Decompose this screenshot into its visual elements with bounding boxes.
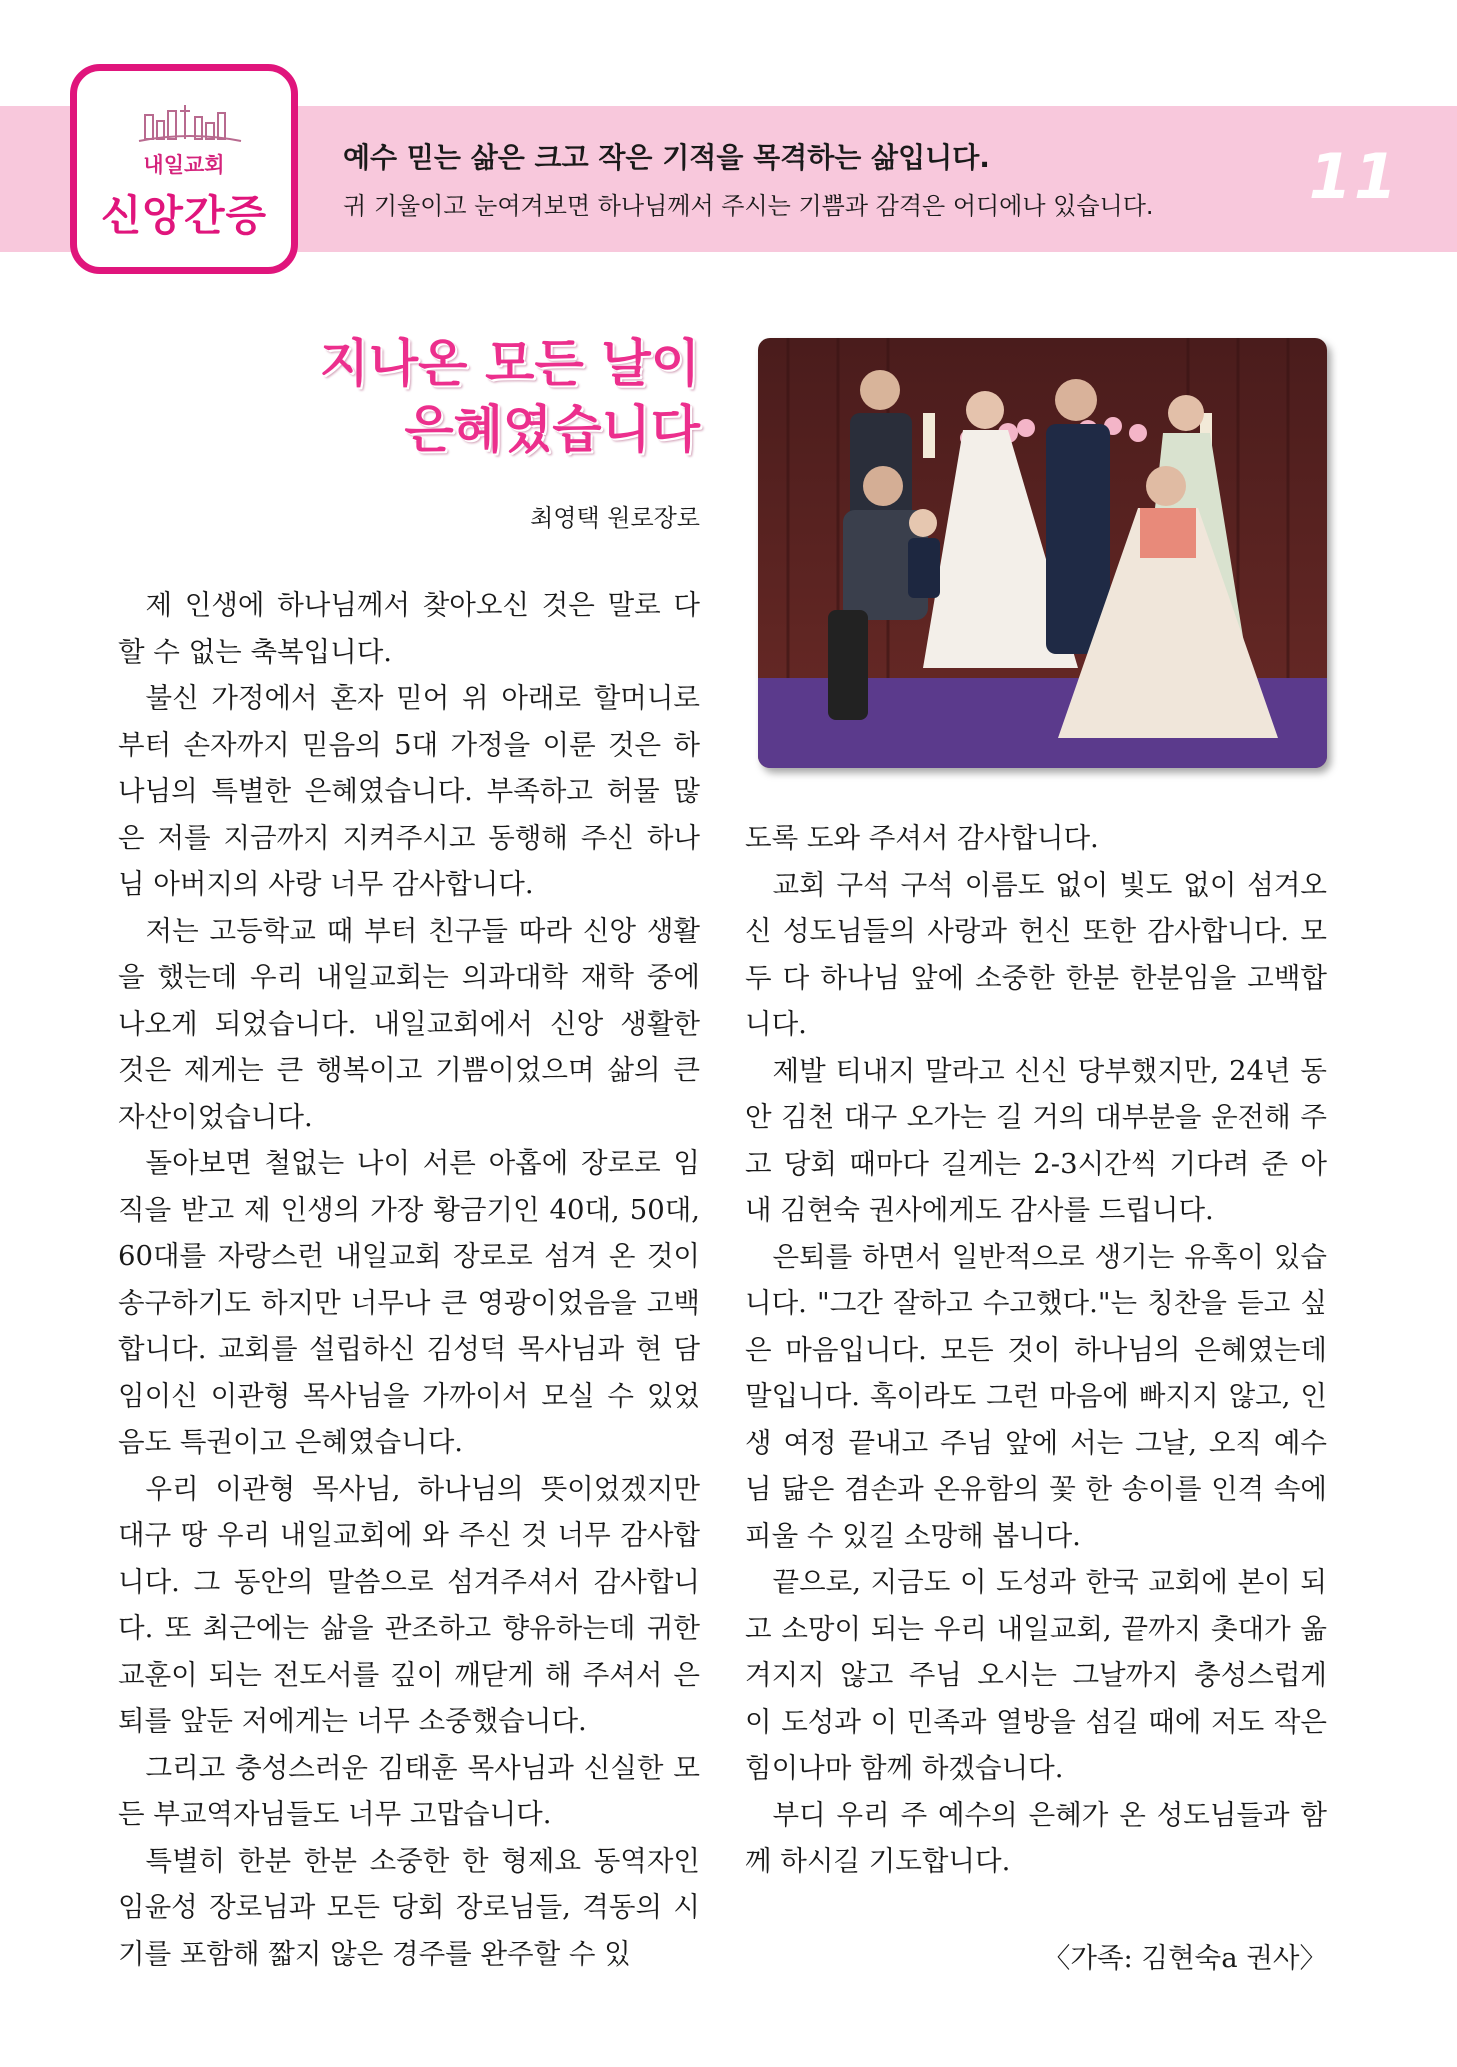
church-skyline-icon: [135, 101, 245, 145]
church-name: 내일교회: [143, 153, 225, 177]
article-column-right: [745, 815, 1327, 1885]
paragraph: 제발 티내지 말라고 신신 당부했지만, 24년 동안 김천 대구 오가는 길 거의 대부분을 운전해 주고 당회 때마다 길게는 2-3시간씩 기다려 준 아내 김현숙 권사에게도 감사를 드립니다.: [745, 1054, 1327, 1226]
paragraph: 끝으로, 지금도 이 도성과 한국 교회에 본이 되고 소망이 되는 우리 내일교회, 끝까지 촛대가 옮겨지지 않고 주님 오시는 그날까지 충성스럽게 이 도성과 이 민족과 열방을 섬길 때에 저도 작은 힘이나마 함께 하겠습니다.: [745, 1566, 1327, 1784]
author-name: 최영택 원로장로: [530, 504, 700, 532]
paragraph: 은퇴를 하면서 일반적으로 생기는 유혹이 있습니다. "그간 잘하고 수고했다."는 칭찬을 듣고 싶은 마음입니다. 모든 것이 하나님의 은혜였는데 말입니다. 혹이라도 그런 마음에 빠지지 않고, 인생 여정 끝내고 주님 앞에 서는 그날, 오직 예수님 닮은 겸손과 온유함의 꽃 한 송이를 인격 속에 피울 수 있길 소망해 봅니다.: [745, 1240, 1327, 1552]
paragraph: 특별히 한분 한분 소중한 한 형제요 동역자인 임윤성 장로님과 모든 당회 장로님들, 격동의 시기를 포함해 짧지 않은 경주를 완주할 수 있: [118, 1844, 700, 1970]
paragraph: 불신 가정에서 혼자 믿어 위 아래로 할머니로 부터 손자까지 믿음의 5대 가정을 이룬 것은 하나님의 특별한 은혜였습니다. 부족하고 허물 많은 저를 지금까지 지켜주시고 동행해 주신 하나님 아버지의 사랑 너무 감사합니다.: [118, 682, 700, 900]
paragraph: 제 인생에 하나님께서 찾아오신 것은 말로 다 할 수 없는 축복입니다.: [118, 589, 700, 668]
title-line-2: 은혜였습니다: [404, 401, 700, 460]
headline: 예수 믿는 삶은 크고 작은 기적을 목격하는 삶입니다.: [343, 141, 990, 174]
paragraph: 부디 우리 주 예수의 은혜가 온 성도님들과 함께 하시길 기도합니다.: [745, 1798, 1327, 1877]
page-number: 11: [1308, 140, 1399, 213]
subline: 귀 기울이고 눈여겨보면 하나님께서 주시는 기쁨과 감격은 어디에나 있습니다.: [343, 192, 1154, 220]
paragraph: 우리 이관형 목사님, 하나님의 뜻이었겠지만 대구 땅 우리 내일교회에 와 주신 것 너무 감사합니다. 그 동안의 말씀으로 섬겨주셔서 감사합니다. 또 최근에는 삶을 관조하고 향유하는데 귀한 교훈이 되는 전도서를 깊이 깨닫게 해 주셔서 은퇴를 앞둔 저에게는 너무 소중했습니다.: [118, 1472, 700, 1737]
section-title: 신앙간증: [100, 191, 268, 240]
family-note: 〈가족: 김현숙a 권사〉: [1042, 1942, 1327, 1974]
family-wedding-photo-icon: [758, 338, 1327, 768]
family-photo: [758, 338, 1327, 768]
article-column-left: [118, 582, 700, 1977]
paragraph: 도록 도와 주셔서 감사합니다.: [745, 822, 1099, 854]
paragraph: 돌아보면 철없는 나이 서른 아홉에 장로로 임직을 받고 제 인생의 가장 황금기인 40대, 50대, 60대를 자랑스런 내일교회 장로로 섬겨 온 것이 송구하기도 하지만 너무나 큰 영광이었음을 고백합니다. 교회를 설립하신 김성덕 목사님과 현 담임이신 이관형 목사님을 가까이서 모실 수 있었음도 특권이고 은혜였습니다.: [118, 1147, 700, 1458]
article-title: [320, 332, 700, 464]
paragraph: 저는 고등학교 때 부터 친구들 따라 신앙 생활을 했는데 우리 내일교회는 의과대학 재학 중에 나오게 되었습니다. 내일교회에서 신앙 생활한 것은 제게는 큰 행복이고 기쁨이었으며 삶의 큰 자산이었습니다.: [118, 914, 700, 1133]
paragraph: 그리고 충성스러운 김태훈 목사님과 신실한 모든 부교역자님들도 너무 고맙습니다.: [118, 1751, 700, 1830]
title-line-1: 지나온 모든 날이: [319, 335, 700, 394]
section-logo: [70, 64, 298, 274]
paragraph: 교회 구석 구석 이름도 없이 빛도 없이 섬겨오신 성도님들의 사랑과 헌신 또한 감사합니다. 모두 다 하나님 앞에 소중한 한분 한분임을 고백합니다.: [745, 868, 1327, 1040]
